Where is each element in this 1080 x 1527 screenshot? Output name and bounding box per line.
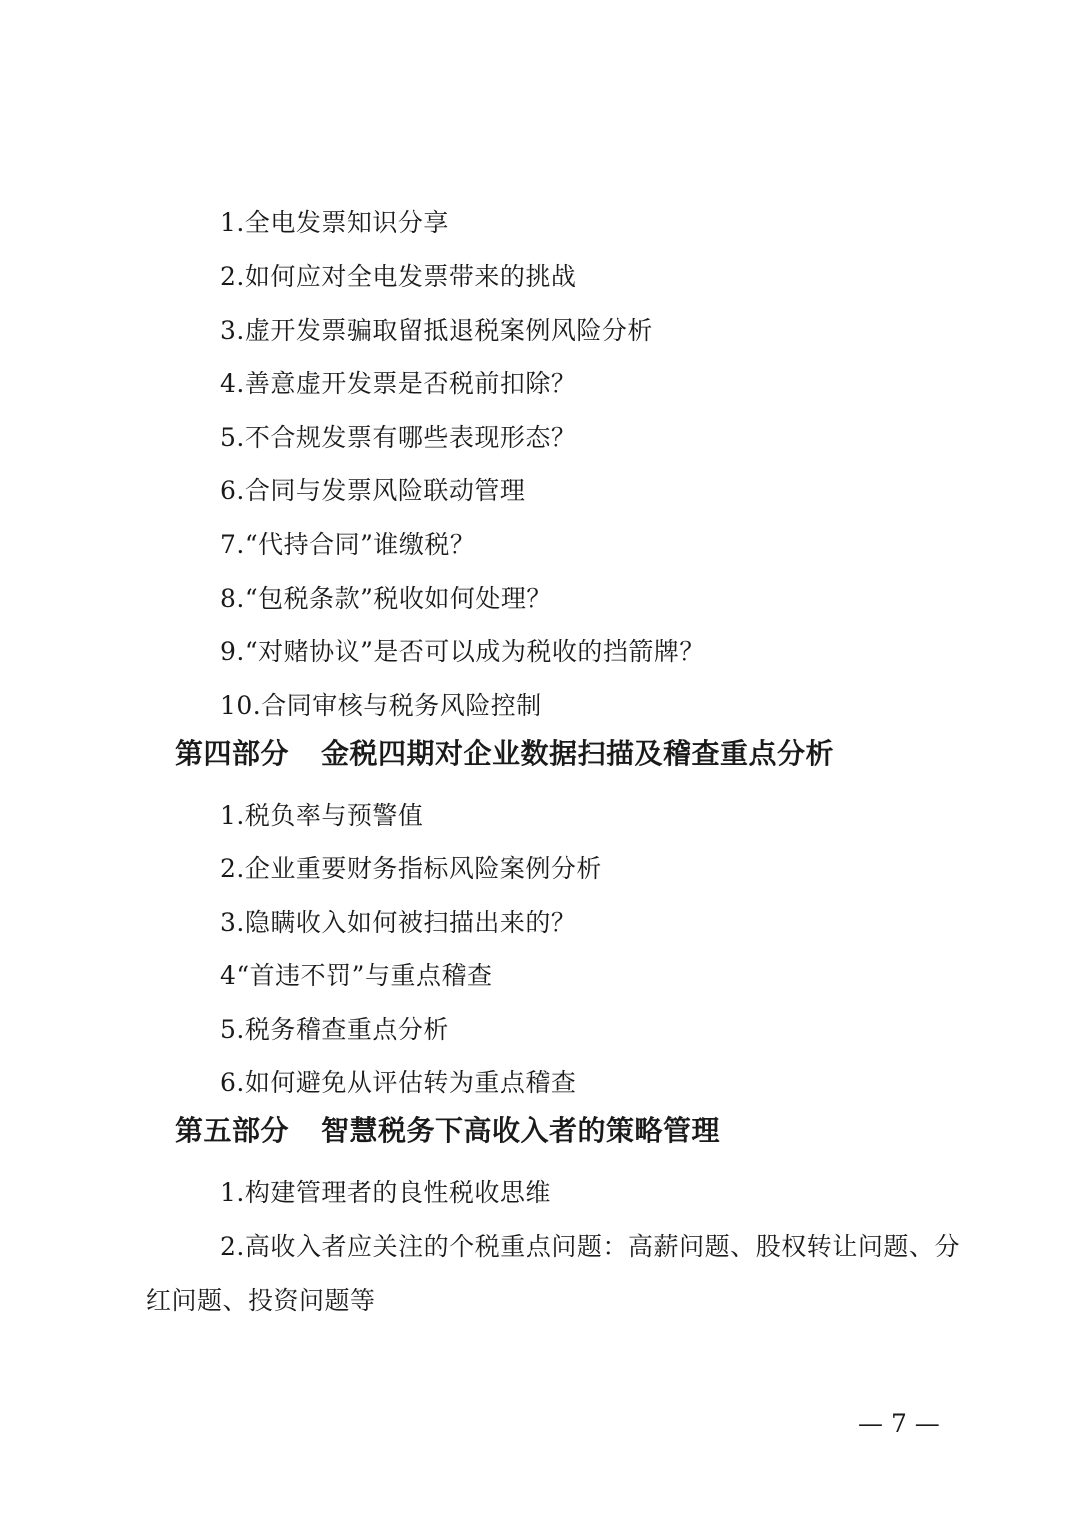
list-item: 4.善意虚开发票是否税前扣除？ bbox=[220, 369, 577, 398]
list-item: 6.合同与发票风险联动管理 bbox=[220, 476, 526, 505]
page-number: — 7 — bbox=[858, 1409, 940, 1438]
list-item: 1.构建管理者的良性税收思维 bbox=[220, 1178, 551, 1207]
list-item: 4“首违不罚”与重点稽查 bbox=[220, 961, 493, 990]
list-item: 2.企业重要财务指标风险案例分析 bbox=[220, 854, 602, 883]
list-item: 8.“包税条款”税收如何处理？ bbox=[220, 584, 552, 613]
section-title: 智慧税务下高收入者的策略管理 bbox=[321, 1114, 721, 1147]
list-item: 2.高收入者应关注的个税重点问题：高薪问题、股权转让问题、分 bbox=[220, 1232, 960, 1261]
list-item: 5.税务稽查重点分析 bbox=[220, 1015, 449, 1044]
section-heading-4 bbox=[175, 736, 834, 772]
list-item: 7.“代持合同”谁缴税？ bbox=[220, 530, 476, 559]
list-item: 5.不合规发票有哪些表现形态？ bbox=[220, 423, 577, 452]
list-item: 6.如何避免从评估转为重点稽查 bbox=[220, 1068, 577, 1097]
list-item: 1.税负率与预警值 bbox=[220, 801, 424, 830]
section-title: 金税四期对企业数据扫描及稽查重点分析 bbox=[321, 737, 835, 770]
list-item: 3.隐瞒收入如何被扫描出来的？ bbox=[220, 908, 577, 937]
section-part-label: 第五部分 bbox=[175, 1114, 290, 1147]
list-item: 3.虚开发票骗取留抵退税案例风险分析 bbox=[220, 316, 653, 345]
list-item: 1.全电发票知识分享 bbox=[220, 208, 449, 237]
list-item: 10.合同审核与税务风险控制 bbox=[220, 691, 542, 720]
section-part-label: 第四部分 bbox=[175, 737, 290, 770]
section-heading-5 bbox=[175, 1113, 720, 1149]
list-item: 2.如何应对全电发票带来的挑战 bbox=[220, 262, 577, 291]
list-item-continuation: 红问题、投资问题等 bbox=[146, 1286, 376, 1315]
list-item: 9.“对赌协议”是否可以成为税收的挡箭牌？ bbox=[220, 637, 705, 666]
